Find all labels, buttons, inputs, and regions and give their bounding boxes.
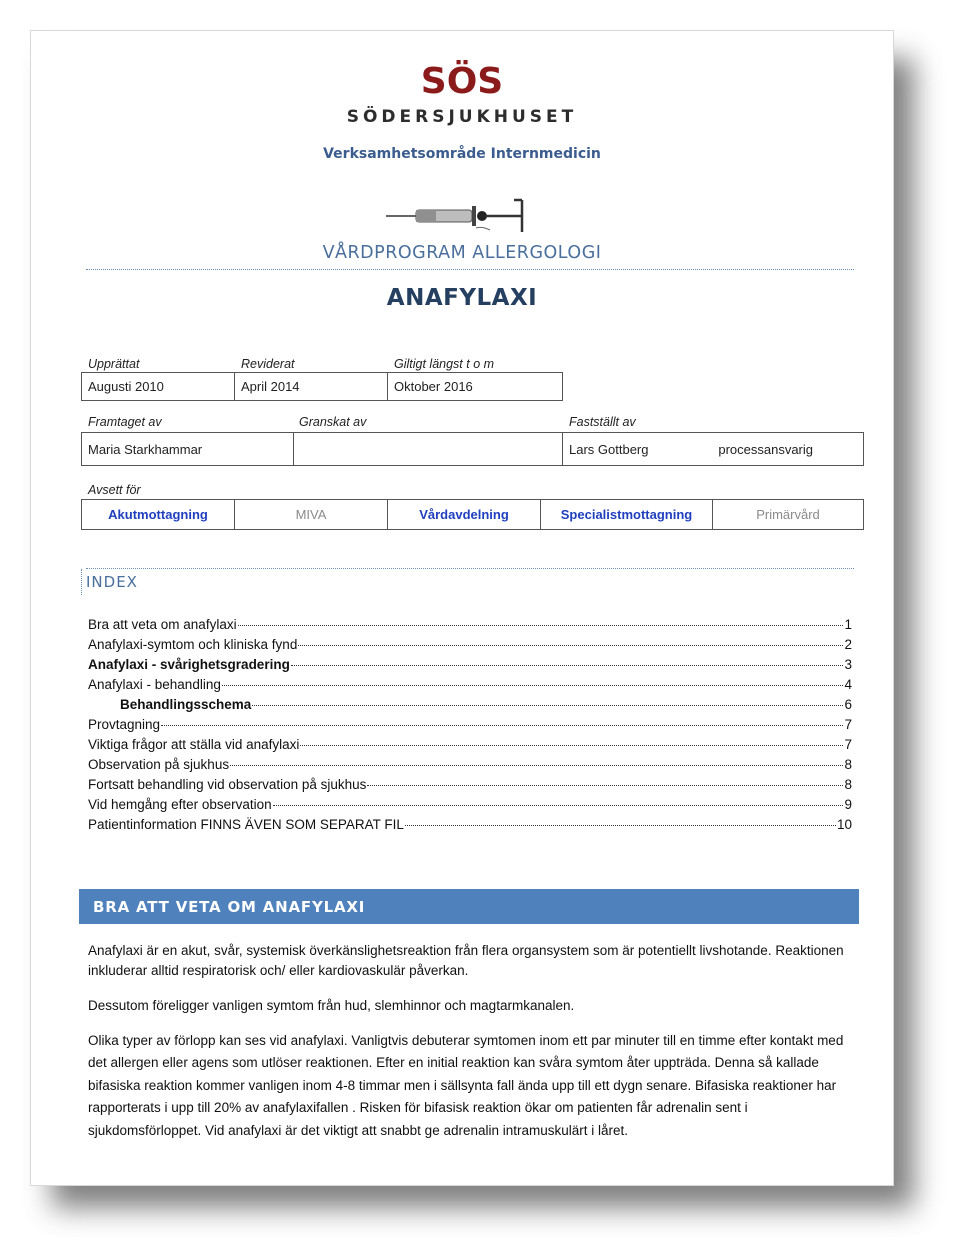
upprattat-value: Augusti 2010 (82, 373, 235, 400)
toc-entry-page: 7 (844, 717, 852, 732)
toc-entry-page: 3 (844, 657, 852, 672)
toc-entry[interactable] (88, 637, 852, 657)
toc-entry-page: 2 (844, 637, 852, 652)
toc-entry-title: Bra att veta om anafylaxi (88, 617, 237, 632)
sos-logo (31, 59, 893, 101)
index-divider (86, 568, 854, 569)
toc-entry-title: Anafylaxi - svårighetsgradering (88, 657, 290, 672)
toc-entry[interactable] (88, 617, 852, 637)
audience-primarvard: Primärvård (756, 507, 820, 522)
paragraph-symptoms: Dessutom föreligger vanligen symtom från hud, slemhinnor och magtarmkanalen. (88, 998, 575, 1013)
audience-akutmottagning: Akutmottagning (82, 500, 235, 529)
audience-specialistmottagning: Specialistmottagning (541, 500, 713, 529)
toc-entry[interactable] (88, 677, 852, 697)
document-page (30, 30, 894, 1186)
toc-entry[interactable] (88, 757, 852, 777)
toc-entry[interactable] (88, 717, 852, 737)
dates-table (81, 372, 563, 401)
toc-entry-title: Provtagning (88, 717, 161, 732)
sos-logo-icon (419, 59, 505, 101)
toc-entry-title: Vid hemgång efter observation (88, 797, 272, 812)
hospital-name: SÖDERSJUKHUSET (346, 107, 578, 127)
audience-miva: MIVA (235, 500, 388, 529)
section-heading: BRA ATT VETA OM ANAFYLAXI (79, 889, 859, 924)
toc-entry-page: 9 (844, 797, 852, 812)
toc-entry[interactable] (88, 797, 852, 817)
toc-entry-page: 1 (844, 617, 852, 632)
toc-entry-title: Anafylaxi - behandling (88, 677, 221, 692)
framtaget-label: Framtaget av (88, 415, 162, 429)
reviderat-value: April 2014 (235, 373, 388, 400)
faststallt-name: Lars Gottberg (569, 441, 649, 457)
faststallt-role: processansvarig (718, 441, 813, 457)
toc-entry-title: Behandlingsschema (120, 697, 252, 712)
toc-entry-page: 10 (836, 817, 852, 832)
department-name: Verksamhetsområde Internmedicin (323, 146, 601, 162)
program-title: VÅRDPROGRAM ALLERGOLOGI (322, 243, 602, 263)
reviderat-label: Reviderat (241, 357, 295, 371)
toc-entry[interactable] (88, 777, 852, 797)
table-of-contents (88, 617, 852, 837)
toc-entry-title: Patientinformation FINNS ÄVEN SOM SEPARAT FIL (88, 817, 404, 832)
giltigt-label: Giltigt längst t o m (394, 357, 495, 371)
paragraph-definition: Anafylaxi är en akut, svår, systemisk överkänslighetsreaktion från flera organsystem som är potentiellt livshotande. Reaktionen inkluderar alltid respiratorisk och/ eller kardiovaskulär påverkan. (88, 943, 844, 978)
avsett-label: Avsett för (88, 483, 141, 497)
toc-entry-page: 4 (844, 677, 852, 692)
audience-vardavdelning: Vårdavdelning (388, 500, 541, 529)
toc-entry[interactable] (88, 697, 852, 717)
toc-entry-title: Observation på sjukhus (88, 757, 230, 772)
toc-entry-title: Anafylaxi-symtom och kliniska fynd (88, 637, 298, 652)
toc-entry[interactable] (88, 657, 852, 677)
audience-table (81, 499, 864, 530)
toc-entry-page: 6 (844, 697, 852, 712)
faststallt-value (563, 433, 863, 465)
granskat-label: Granskat av (299, 415, 367, 429)
upprattat-label: Upprättat (88, 357, 140, 371)
faststallt-label: Fastställt av (569, 415, 636, 429)
syringe-icon (386, 196, 536, 236)
toc-entry[interactable] (88, 817, 852, 837)
index-marker (81, 569, 82, 595)
toc-entry-page: 8 (844, 777, 852, 792)
toc-entry-page: 8 (844, 757, 852, 772)
paragraph-course: Olika typer av förlopp kan ses vid anafylaxi. Vanligtvis debuterar symtomen inom ett par minuter till en timme efter kontakt med det allergen eller agens som utlöser reaktionen. Efter en initial reaktion kan svåra symtom åter uppträda. Denna så kallade bifasiska reaktion kommer vanligen inom 4-8 timmar men i sällsynta fall ända upp till ett dygn senare. Bifasiska reaktioner har rapporterats i upp till 20% av anafylaxifallen . Risken för bifasisk reaktion ökar om patienten får adrenalin sent i sjukdomsförloppet. Vid anafylaxi är det viktigt att snabbt ge adrenalin intramuskulärt i låret. (88, 1033, 844, 1138)
toc-entry-page: 7 (844, 737, 852, 752)
index-heading: INDEX (86, 573, 138, 591)
giltigt-value: Oktober 2016 (394, 379, 473, 394)
toc-entry[interactable] (88, 737, 852, 757)
granskat-value (294, 433, 563, 465)
toc-entry-title: Fortsatt behandling vid observation på sjukhus (88, 777, 367, 792)
people-table (81, 432, 864, 466)
header-divider (86, 269, 854, 270)
framtaget-value: Maria Starkhammar (82, 433, 294, 465)
svg-text:SÖS: SÖS (420, 61, 504, 101)
document-title: ANAFYLAXI (386, 285, 538, 311)
toc-entry-title: Viktiga frågor att ställa vid anafylaxi (88, 737, 300, 752)
